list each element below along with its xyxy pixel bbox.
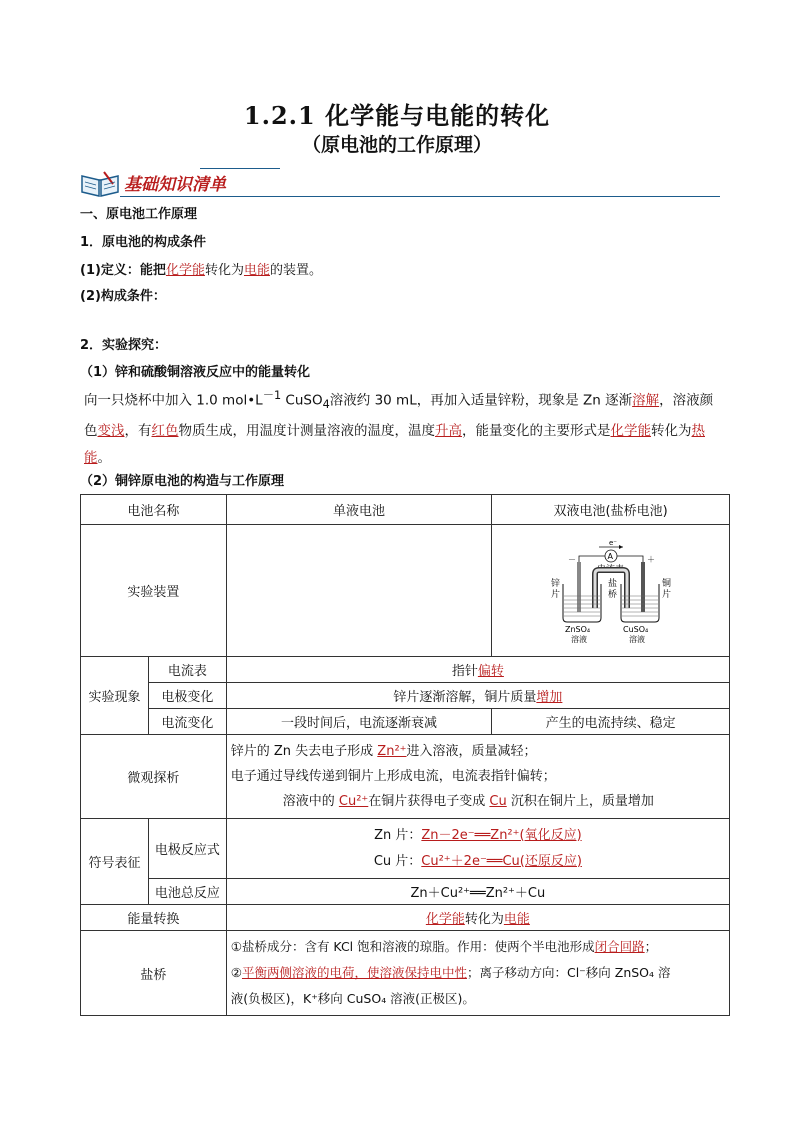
banner-rule-top <box>200 168 280 169</box>
composition-line: (2)构成条件： <box>80 289 166 304</box>
plus-label: ＋ <box>646 554 655 564</box>
right-solution-label: CuSO₄ <box>622 624 648 634</box>
cell-micro-label: 微观探析 <box>81 735 227 819</box>
cell-blank: Cu <box>489 794 507 809</box>
cell-text: ①盐桥成分：含有 KCl 饱和溶液的琼脂。作用：使两个半电池形成 <box>230 939 595 954</box>
bridge-line-3: 液(负极区)，K⁺移向 CuSO₄ 溶液(正极区)。 <box>230 991 475 1006</box>
p-blank: 溶解 <box>632 392 660 409</box>
section-banner <box>80 166 720 202</box>
zinc-label-2: 片 <box>550 589 560 600</box>
salt-bridge-tube <box>595 570 627 608</box>
cell-blank: 偏转 <box>477 664 504 679</box>
cell-current-single: 一段时间后，电流逐渐衰减 <box>226 709 491 735</box>
cell-device-double <box>492 525 730 657</box>
bridge-label-2: 桥 <box>607 589 617 600</box>
sub-heading-1: （1）锌和硫酸铜溶液反应中的能量转化 <box>80 365 311 380</box>
table-row <box>81 525 730 657</box>
cell-blank: Cu²⁺＋2e⁻══Cu(还原反应) <box>421 853 582 869</box>
cell-ammeter-label: 电流表 <box>148 657 226 683</box>
banner-rule <box>120 196 720 197</box>
cell-total-label: 电池总反应 <box>148 879 226 905</box>
table-row <box>81 931 730 1016</box>
bridge-line-2 <box>231 960 725 986</box>
cell-header-name: 电池名称 <box>81 495 227 525</box>
cell-header-double: 双液电池(盐桥电池) <box>492 495 730 525</box>
p-text: 转化为 <box>651 423 692 440</box>
micro-line-1 <box>231 739 725 764</box>
table-row <box>81 879 730 905</box>
micro-line-2: 电子通过导线传递到铜片上形成电流，电流表指针偏转； <box>230 769 556 784</box>
ammeter-text: 电流表 <box>596 564 624 575</box>
book-icon <box>80 170 120 198</box>
minus-label: － <box>567 554 576 564</box>
definition-suffix: 的装置。 <box>269 263 322 278</box>
p-text: 物质生成，用温度计测量溶液的温度，温度 <box>178 423 435 440</box>
cell-text: 溶液中的 <box>282 794 339 809</box>
table-row <box>81 905 730 931</box>
cell-energy-label: 能量转换 <box>81 905 227 931</box>
cell-blank: Zn－2e⁻══Zn²⁺(氧化反应) <box>421 827 582 843</box>
cell-electrode-value <box>226 683 729 709</box>
table-row <box>81 683 730 709</box>
p-text: ，有 <box>124 423 152 440</box>
p-text: ，溶液颜色 <box>84 392 714 440</box>
item-heading-2: 2．实验探究： <box>80 338 168 353</box>
bridge-label-1: 盐 <box>607 578 617 589</box>
p-text: ，能量变化的主要形式是 <box>462 423 611 440</box>
p-sup: －1 <box>262 389 282 402</box>
cell-text: ；离子移动方向：Cl⁻移向 ZnSO₄ 溶 <box>466 965 671 980</box>
cell-ammeter-value <box>226 657 729 683</box>
left-solution-label-2: 溶液 <box>570 634 587 644</box>
cell-bridge-label: 盐桥 <box>81 931 227 1016</box>
ammeter-symbol: A <box>607 551 613 561</box>
definition-blank-1: 化学能 <box>165 263 205 278</box>
zinc-plate <box>577 562 581 612</box>
p-blank: 热 <box>691 423 705 440</box>
banner-title: 基础知识清单 <box>124 175 226 195</box>
galvanic-cell-table <box>80 494 730 1016</box>
definition-blank-2: 电能 <box>243 263 270 278</box>
cell-text: Cu 片： <box>373 853 422 869</box>
definition-mid: 转化为 <box>204 263 244 278</box>
section-heading: 一、原电池工作原理 <box>80 207 198 222</box>
cell-electrode-label: 电极变化 <box>148 683 226 709</box>
cell-current-double: 产生的电流持续、稳定 <box>492 709 730 735</box>
experiment-paragraph <box>84 382 724 472</box>
cell-bridge-value <box>226 931 729 1016</box>
cell-energy-value <box>226 905 729 931</box>
cell-equation-value <box>226 819 729 879</box>
cell-text: 转化为 <box>464 912 504 927</box>
page-subtitle: （原电池的工作原理） <box>301 134 492 156</box>
left-solution-label: ZnSO₄ <box>564 624 590 634</box>
cell-header-single: 单液电池 <box>226 495 491 525</box>
sub-heading-2: （2）铜锌原电池的构造与工作原理 <box>80 474 285 489</box>
table-row <box>81 495 730 525</box>
copper-plate <box>641 562 645 612</box>
salt-bridge-apparatus-diagram <box>551 536 671 646</box>
p-blank: 变浅 <box>97 423 125 440</box>
bridge-line-1 <box>231 934 725 960</box>
cell-text: Zn 片： <box>374 827 422 843</box>
p-text: 溶液约 30 mL，再加入适量锌粉，现象是 Zn 逐渐 <box>329 392 633 409</box>
micro-line-3 <box>231 789 725 814</box>
salt-bridge-fill <box>595 570 627 608</box>
cell-blank: 化学能 <box>425 912 465 927</box>
cell-blank: 平衡两侧溶液的电荷，使溶液保持电中性 <box>241 965 467 980</box>
cell-symbol-label: 符号表征 <box>81 819 149 905</box>
cell-total-value: Zn＋Cu²⁺══Zn²⁺＋Cu <box>226 879 729 905</box>
copper-label-2: 片 <box>661 589 671 600</box>
cell-device-label: 实验装置 <box>81 525 227 657</box>
cell-blank: 电能 <box>503 912 530 927</box>
p-blank: 能 <box>84 450 98 467</box>
item-heading-1: 1．原电池的构成条件 <box>80 235 207 250</box>
zn-equation <box>231 823 725 849</box>
cell-text: 进入溶液，质量减轻； <box>406 744 537 759</box>
page-title: 1.2.1 化学能与电能的转化 <box>243 101 551 130</box>
cell-current-label: 电流变化 <box>148 709 226 735</box>
cell-text: 锌片逐渐溶解，铜片质量 <box>393 690 537 705</box>
table-row <box>81 819 730 879</box>
table-row <box>81 709 730 735</box>
electron-label: e⁻ <box>608 538 617 547</box>
cell-micro-value <box>226 735 729 819</box>
arrowhead-icon <box>619 545 623 549</box>
table-row <box>81 657 730 683</box>
cell-blank: Zn²⁺ <box>377 744 407 759</box>
p-blank: 升高 <box>435 423 462 440</box>
right-solution-label-2: 溶液 <box>628 634 645 644</box>
cu-equation <box>231 849 725 875</box>
p-text: 。 <box>97 450 111 467</box>
p-sub: 4 <box>322 398 330 412</box>
table-row <box>81 735 730 819</box>
zinc-label-1: 锌 <box>550 578 560 589</box>
cell-text: ； <box>644 939 658 954</box>
definition-line <box>80 259 322 278</box>
cell-text: 沉积在铜片上，质量增加 <box>506 794 654 809</box>
cell-equation-label: 电极反应式 <box>148 819 226 879</box>
cell-text: 指针 <box>451 664 478 679</box>
p-blank: 红色 <box>151 423 179 440</box>
cell-text: 在铜片获得电子变成 <box>368 794 490 809</box>
p-blank: 化学能 <box>610 423 651 440</box>
cell-blank: 闭合回路 <box>594 939 645 954</box>
cell-blank: Cu²⁺ <box>338 794 369 809</box>
p-text: 向一只烧杯中加入 1.0 mol•L <box>84 392 263 409</box>
cell-device-single <box>226 525 491 657</box>
cell-phenomenon-label: 实验现象 <box>81 657 149 735</box>
p-text: CuSO <box>281 392 323 409</box>
cell-text: 锌片的 Zn 失去电子形成 <box>230 744 378 759</box>
definition-prefix: (1)定义：能把 <box>80 263 166 278</box>
cell-blank: 增加 <box>536 690 563 705</box>
copper-label-1: 铜 <box>661 578 671 589</box>
cell-text: ② <box>230 965 242 980</box>
